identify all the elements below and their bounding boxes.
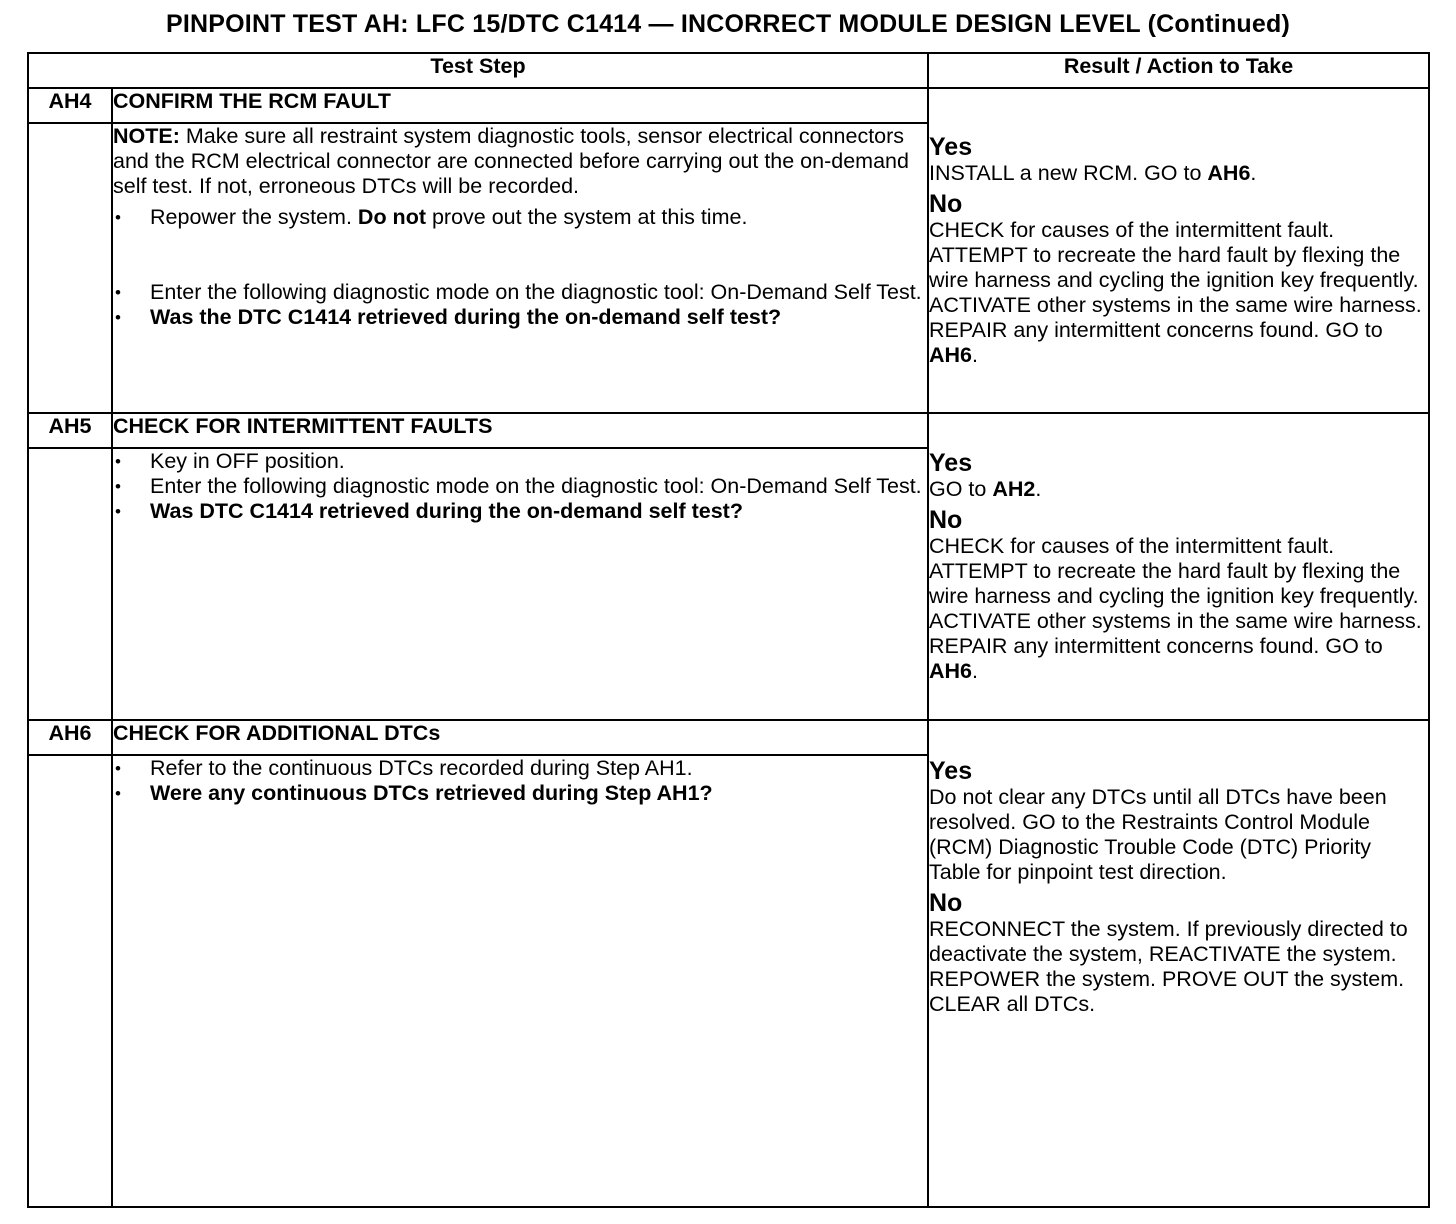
no-action: RECONNECT the system. If previously directed to deactivate the system, REACTIVATE the system. REPOWER the system. PROVE OUT the system. CLEAR all DTCs. <box>929 917 1408 1016</box>
step-reference: AH6 <box>929 659 973 683</box>
no-action: CHECK for causes of the intermittent fault. ATTEMPT to recreate the hard fault by flexing the wire harness and cycling the ignition key frequently. ACTIVATE other systems in the same wire harness. REPAIR any intermittent concerns found. GO to AH6. <box>929 218 1422 367</box>
step-reference: AH6 <box>1207 161 1251 185</box>
list-item: • Repower the system. Do not prove out the system at this time. <box>113 205 927 230</box>
header-test-step: Test Step <box>28 53 928 88</box>
table-header-row <box>28 53 1429 88</box>
no-label: No <box>929 506 963 534</box>
step-id: AH4 <box>28 88 112 123</box>
no-label: No <box>929 190 963 218</box>
list-item: • Key in OFF position. <box>113 449 927 474</box>
note-text: Make sure all restraint system diagnostic tools, sensor electrical connectors and the RCM electrical connector are connected before carrying out the on-demand self test. If not, erroneous DTCs will be recorded. <box>113 124 909 198</box>
step-id-spacer <box>28 123 112 413</box>
result-cell <box>928 88 1429 413</box>
bullet-list <box>113 205 927 330</box>
header-result-action: Result / Action to Take <box>928 53 1429 88</box>
list-item-question: • Were any continuous DTCs retrieved during Step AH1? <box>113 781 927 806</box>
step-title-row <box>28 720 1429 755</box>
yes-label: Yes <box>929 133 973 161</box>
step-body <box>112 123 928 413</box>
step-body <box>112 448 928 720</box>
list-item-question: • Was the DTC C1414 retrieved during the on-demand self test? <box>113 305 927 330</box>
yes-action: INSTALL a new RCM. GO to AH6. <box>929 161 1257 185</box>
list-item: • Enter the following diagnostic mode on the diagnostic tool: On-Demand Self Test. <box>113 474 927 499</box>
page-title: PINPOINT TEST AH: LFC 15/DTC C1414 — INCORRECT MODULE DESIGN LEVEL (Continued) <box>166 10 1290 38</box>
yes-label: Yes <box>929 449 973 477</box>
step-title: CHECK FOR ADDITIONAL DTCs <box>112 720 928 755</box>
note <box>113 124 927 199</box>
note-label: NOTE: <box>113 124 180 148</box>
list-item: • Refer to the continuous DTCs recorded during Step AH1. <box>113 756 927 781</box>
step-title: CONFIRM THE RCM FAULT <box>112 88 928 123</box>
yes-action: Do not clear any DTCs until all DTCs have been resolved. GO to the Restraints Control Module (RCM) Diagnostic Trouble Code (DTC) Priority Table for pinpoint test direction. <box>929 785 1387 884</box>
step-title: CHECK FOR INTERMITTENT FAULTS <box>112 413 928 448</box>
step-id: AH5 <box>28 413 112 448</box>
bullet-list <box>113 756 927 806</box>
pinpoint-test-table <box>27 52 1430 1208</box>
no-action: CHECK for causes of the intermittent fault. ATTEMPT to recreate the hard fault by flexing the wire harness and cycling the ignition key frequently. ACTIVATE other systems in the same wire harness. REPAIR any intermittent concerns found. GO to AH6. <box>929 534 1422 683</box>
step-id-spacer <box>28 448 112 720</box>
step-id-spacer <box>28 755 112 1207</box>
list-item: • Enter the following diagnostic mode on the diagnostic tool: On-Demand Self Test. <box>113 280 927 305</box>
step-reference: AH2 <box>992 477 1036 501</box>
bullet-list <box>113 449 927 524</box>
step-body <box>112 755 928 1207</box>
step-title-row <box>28 413 1429 448</box>
no-label: No <box>929 889 963 917</box>
result-cell <box>928 413 1429 720</box>
result-cell <box>928 720 1429 1207</box>
list-item-question: • Was DTC C1414 retrieved during the on-demand self test? <box>113 499 927 524</box>
yes-action: GO to AH2. <box>929 477 1042 501</box>
step-title-row <box>28 88 1429 123</box>
step-id: AH6 <box>28 720 112 755</box>
yes-label: Yes <box>929 757 973 785</box>
step-reference: AH6 <box>929 343 973 367</box>
